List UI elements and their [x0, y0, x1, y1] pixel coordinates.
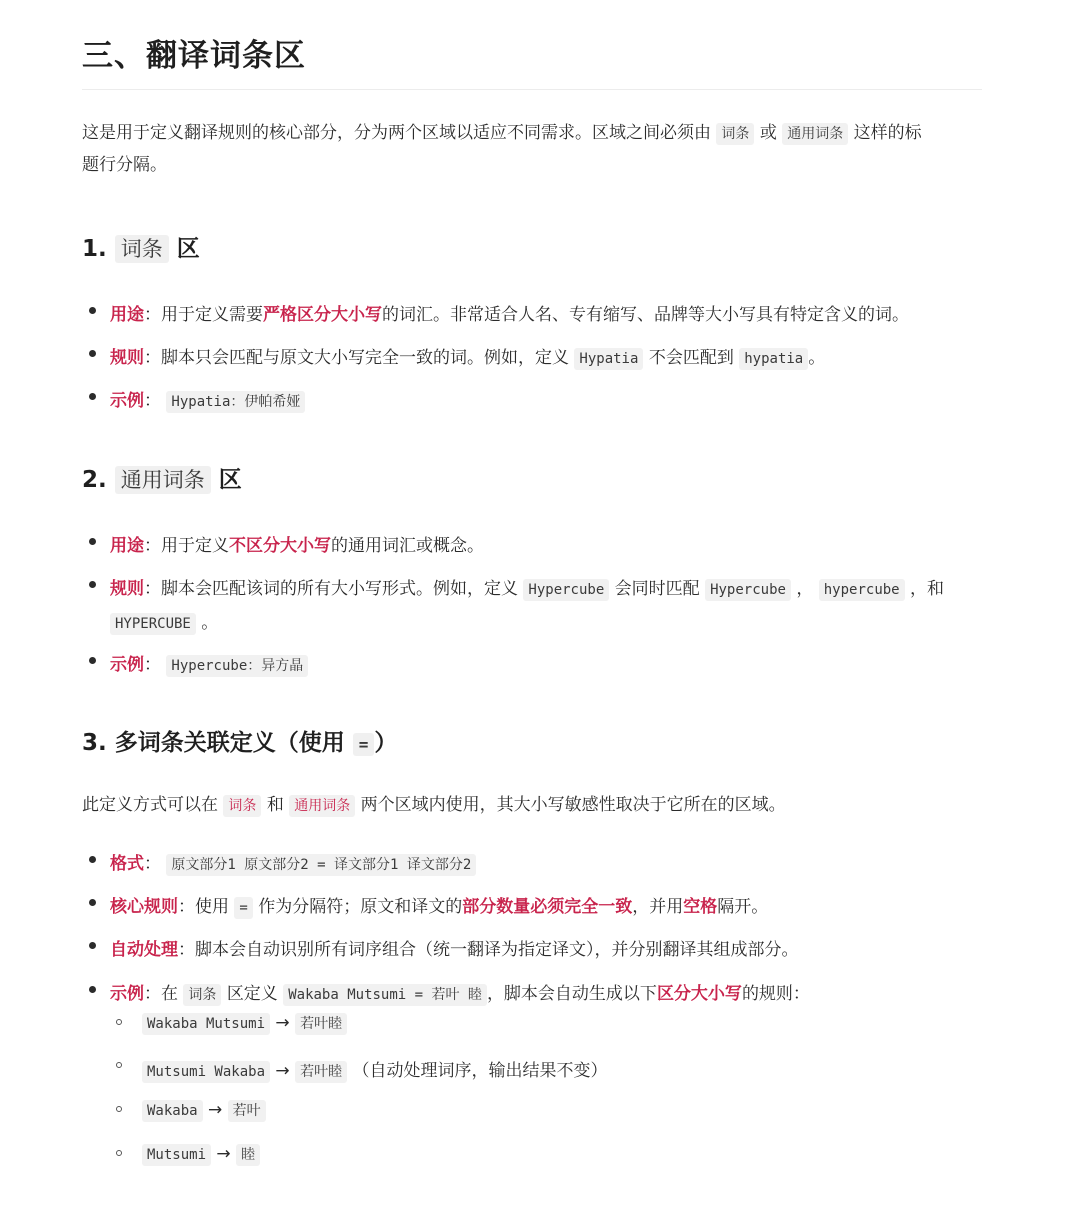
list-item: [110, 892, 768, 917]
inline-code: 词条: [223, 795, 261, 817]
item-label: 规则: [110, 579, 144, 599]
bullet: [89, 899, 96, 906]
inline-code: Wakaba Mutsumi: [142, 1013, 270, 1035]
section-heading-2: [82, 461, 242, 494]
list-item-continuation: [110, 608, 218, 633]
section-heading-1: [82, 230, 200, 263]
inline-code: 若叶: [228, 1100, 266, 1122]
bullet: [89, 350, 96, 357]
list-item: [110, 300, 909, 325]
list-item: [110, 979, 810, 1004]
bullet: [89, 657, 96, 664]
inline-code: 词条: [716, 123, 754, 145]
inline-code: Hypercube: [705, 579, 791, 601]
bullet: [89, 307, 96, 314]
strong-text: 空格: [683, 897, 718, 917]
inline-code: hypatia: [739, 348, 808, 370]
arrow-icon: →: [207, 1100, 223, 1120]
section-heading-text: 区: [176, 236, 200, 262]
sub-bullet: [116, 1062, 122, 1068]
inline-code: Hypercube：异方晶: [166, 655, 308, 677]
item-text: ：用于定义需要: [144, 305, 263, 325]
sub-list-item: [142, 1100, 266, 1120]
section-3-intro: [82, 795, 786, 815]
arrow-icon: →: [216, 1144, 231, 1164]
strong-text: 部分数量必须完全一致: [462, 897, 633, 917]
item-text: 区定义: [226, 984, 278, 1004]
list-item: [110, 531, 484, 556]
inline-code: Hypatia：伊帕希娅: [166, 391, 305, 413]
inline-code: Hypercube: [523, 579, 609, 601]
inline-code: hypercube: [819, 579, 905, 601]
inline-code: 原文部分1 原文部分2 = 译文部分1 译文部分2: [166, 854, 476, 876]
bullet: [89, 986, 96, 993]
sub-bullet: [116, 1150, 122, 1156]
item-text: ：在: [144, 984, 178, 1004]
inline-code: HYPERCUBE: [110, 613, 196, 635]
inline-code: 词条: [115, 235, 169, 263]
intro-text: 和: [266, 795, 284, 815]
strong-text: 区分大小写: [656, 984, 742, 1004]
intro-text: 两个区域内使用，其大小写敏感性取决于它所在的区域。: [360, 795, 786, 815]
inline-code: 若叶睦: [295, 1013, 347, 1035]
item-text: 的通用词汇或概念。: [331, 536, 484, 556]
item-text: ：脚本只会匹配与原文大小写完全一致的词。例如，定义: [144, 348, 569, 368]
section-heading-text: 3. 多词条关联定义（使用: [82, 730, 345, 756]
list-item: [110, 650, 308, 675]
item-label: 示例: [110, 391, 144, 411]
item-text: 不会匹配到: [648, 348, 734, 368]
sub-bullet: [116, 1019, 122, 1025]
item-text: 。: [808, 348, 826, 368]
item-label: 核心规则: [110, 897, 178, 917]
section-heading-3: [82, 724, 397, 757]
list-item: [110, 386, 305, 411]
item-text: ：: [144, 854, 161, 874]
section-heading-text: ）: [374, 730, 398, 756]
bullet: [89, 942, 96, 949]
item-text: ：用于定义: [144, 536, 229, 556]
item-text: 作为分隔符；原文和译文的: [258, 897, 463, 917]
item-text: ，脚本会自动生成以下: [486, 984, 657, 1004]
item-text: ：脚本会匹配该词的所有大小写形式。例如，定义: [144, 579, 518, 599]
item-text: 的规则：: [741, 984, 810, 1004]
item-text: ，并用: [632, 897, 684, 917]
intro-text: 此定义方式可以在: [82, 795, 218, 815]
sub-list-item: [142, 1013, 347, 1033]
sub-list-item: [142, 1144, 260, 1164]
strong-text: 严格区分大小写: [263, 305, 382, 325]
inline-code: Wakaba: [142, 1100, 203, 1122]
item-label: 示例: [110, 655, 144, 675]
item-label: 示例: [110, 984, 144, 1004]
inline-code: Mutsumi Wakaba: [142, 1061, 270, 1083]
section-number: 1.: [82, 236, 107, 262]
strong-text: 不区分大小写: [229, 536, 331, 556]
sub-bullet: [116, 1106, 122, 1112]
page-title: 三、翻译词条区: [82, 38, 306, 74]
inline-code: 通用词条: [289, 795, 355, 817]
item-text: 会同时匹配: [614, 579, 700, 599]
item-label: 用途: [110, 536, 144, 556]
divider: [82, 89, 982, 90]
intro-paragraph-line2: 题行分隔。: [82, 155, 167, 175]
item-text: ：使用: [178, 897, 229, 917]
list-item: [110, 574, 944, 599]
inline-code: 通用词条: [115, 466, 211, 494]
inline-code: 若叶睦: [295, 1061, 347, 1083]
item-text: ，: [796, 579, 814, 599]
inline-code: 通用词条: [782, 123, 848, 145]
intro-text: 这样的标: [853, 123, 922, 143]
item-text: 。: [201, 613, 219, 633]
inline-code: =: [234, 897, 252, 919]
item-label: 格式: [110, 854, 144, 874]
section-number: 2.: [82, 467, 107, 493]
intro-text: 或: [759, 123, 777, 143]
inline-code: Mutsumi: [142, 1144, 211, 1166]
bullet: [89, 393, 96, 400]
inline-code: Wakaba Mutsumi = 若叶 睦: [283, 984, 487, 1006]
item-text: ：脚本会自动识别所有词序组合（统一翻译为指定译文），并分别翻译其组成部分。: [178, 940, 799, 960]
item-note: （自动处理词序，输出结果不变）: [352, 1061, 608, 1081]
section-heading-text: 区: [218, 467, 242, 493]
sub-list-item: [142, 1056, 607, 1081]
list-item: [110, 343, 825, 368]
item-text: 的词汇。非常适合人名、专有缩写、品牌等大小写具有特定含义的词。: [382, 305, 909, 325]
list-item: [110, 849, 476, 874]
item-label: 规则: [110, 348, 144, 368]
item-text: ：: [144, 391, 161, 411]
item-text: 隔开。: [717, 897, 769, 917]
arrow-icon: →: [275, 1013, 290, 1033]
inline-code: =: [353, 733, 375, 756]
list-item: [110, 935, 799, 960]
inline-code: 睦: [236, 1144, 260, 1166]
bullet: [89, 538, 96, 545]
item-text: ：: [144, 655, 161, 675]
item-text: ，和: [910, 579, 945, 599]
intro-paragraph: [82, 123, 922, 143]
inline-code: 词条: [183, 984, 221, 1006]
item-label: 用途: [110, 305, 144, 325]
intro-text: 这是用于定义翻译规则的核心部分，分为两个区域以适应不同需求。区域之间必须由: [82, 123, 711, 143]
bullet: [89, 856, 96, 863]
arrow-icon: →: [275, 1061, 290, 1081]
bullet: [89, 581, 96, 588]
inline-code: Hypatia: [574, 348, 643, 370]
item-label: 自动处理: [110, 940, 178, 960]
